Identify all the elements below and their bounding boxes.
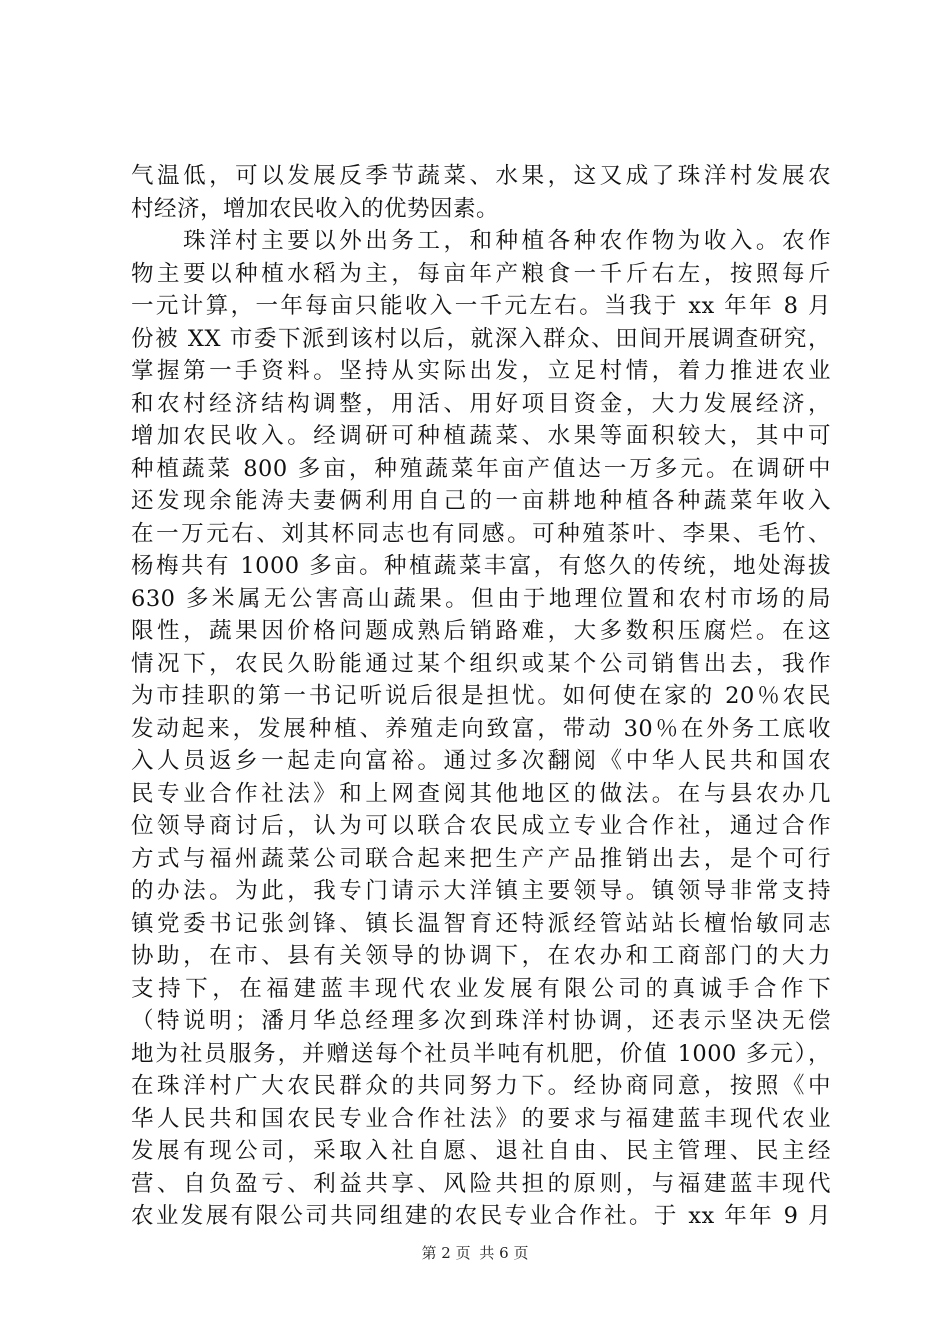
text-line: 村经济，增加农民收入的优势因素。 (131, 195, 500, 222)
text-line: 在一万元右、刘其杯同志也有同感。可种殖茶叶、李果、毛竹、 (131, 520, 831, 547)
text-line: 支持下，在福建蓝丰现代农业发展有限公司的真诚手合作下 (131, 975, 831, 1002)
text-line: 华人民共和国农民专业合作社法》的要求与福建蓝丰现代农业 (131, 1105, 831, 1132)
text-line: 镇党委书记张剑锋、镇长温智育还特派经管站站长檀怡敏同志 (131, 910, 831, 937)
text-line: 方式与福州蔬菜公司联合起来把生产产品推销出去，是个可行 (131, 845, 831, 872)
text-line: 种植蔬菜 800 多亩，种殖蔬菜年亩产值达一万多元。在调研中 (131, 455, 831, 482)
text-line: 营、自负盈亏、利益共享、风险共担的原则，与福建蓝丰现代 (131, 1170, 831, 1197)
text-line: 杨梅共有 1000 多亩。种植蔬菜丰富，有悠久的传统，地处海拔 (131, 553, 831, 579)
text-line: 份被 XX 市委下派到该村以后，就深入群众、田间开展调查研究， (131, 325, 831, 352)
text-line: 协助，在市、县有关领导的协调下，在农办和工商部门的大力 (131, 943, 831, 969)
page-total: 共 6 页 (479, 1244, 529, 1262)
text-line: 发动起来，发展种植、养殖走向致富，带动 30％在外务工底收 (131, 715, 831, 742)
text-line: 农业发展有限公司共同组建的农民专业合作社。于 xx 年年 9 月 (131, 1203, 831, 1229)
text-line: 630 多米属无公害高山蔬果。但由于地理位置和农村市场的局 (131, 585, 831, 612)
text-line: 增加农民收入。经调研可种植蔬菜、水果等面积较大，其中可 (131, 423, 831, 449)
text-line: 的办法。为此，我专门请示大洋镇主要领导。镇领导非常支持 (131, 878, 831, 904)
text-line: 发展有现公司，采取入社自愿、退社自由、民主管理、民主经 (131, 1138, 831, 1164)
text-line: 和农村经济结构调整，用活、用好项目资金，大力发展经济， (131, 390, 831, 417)
text-line: 在珠洋村广大农民群众的共同努力下。经协商同意，按照《中 (131, 1073, 831, 1099)
text-line: 还发现余能涛夫妻俩利用自己的一亩耕地种植各种蔬菜年收入 (131, 488, 831, 514)
text-line: 为市挂职的第一书记听说后很是担忧。如何使在家的 20％农民 (131, 683, 831, 709)
text-line: 入人员返乡一起走向富裕。通过多次翻阅《中华人民共和国农 (131, 748, 831, 774)
page-footer (0, 1243, 950, 1263)
text-line: 地为社员服务，并赠送每个社员半吨有机肥，价值 1000 多元）， (131, 1040, 831, 1067)
text-line: 一元计算，一年每亩只能收入一千元左右。当我于 xx 年年 8 月 (131, 293, 831, 319)
body-text (131, 160, 831, 1233)
text-line: 物主要以种植水稻为主，每亩年产粮食一千斤右左，按照每斤 (131, 260, 831, 287)
text-line: 民专业合作社法》和上网查阅其他地区的做法。在与县农办几 (131, 780, 831, 807)
text-line: 掌握第一手资料。坚持从实际出发，立足村情，着力推进农业 (131, 358, 831, 384)
text-line: 气温低，可以发展反季节蔬菜、水果，这又成了珠洋村发展农 (131, 163, 831, 189)
text-line: 位领导商讨后，认为可以联合农民成立专业合作社，通过合作 (131, 813, 831, 839)
text-line: 珠洋村主要以外出务工，和种植各种农作物为收入。农作 (131, 228, 831, 254)
text-line: 限性，蔬果因价格问题成熟后销路难，大多数积压腐烂。在这 (131, 618, 831, 644)
text-line: （特说明；潘月华总经理多次到珠洋村协调，还表示坚决无偿 (131, 1008, 831, 1034)
page-number: 第 2 页 (421, 1244, 471, 1262)
text-line: 情况下，农民久盼能通过某个组织或某个公司销售出去，我作 (131, 650, 831, 677)
